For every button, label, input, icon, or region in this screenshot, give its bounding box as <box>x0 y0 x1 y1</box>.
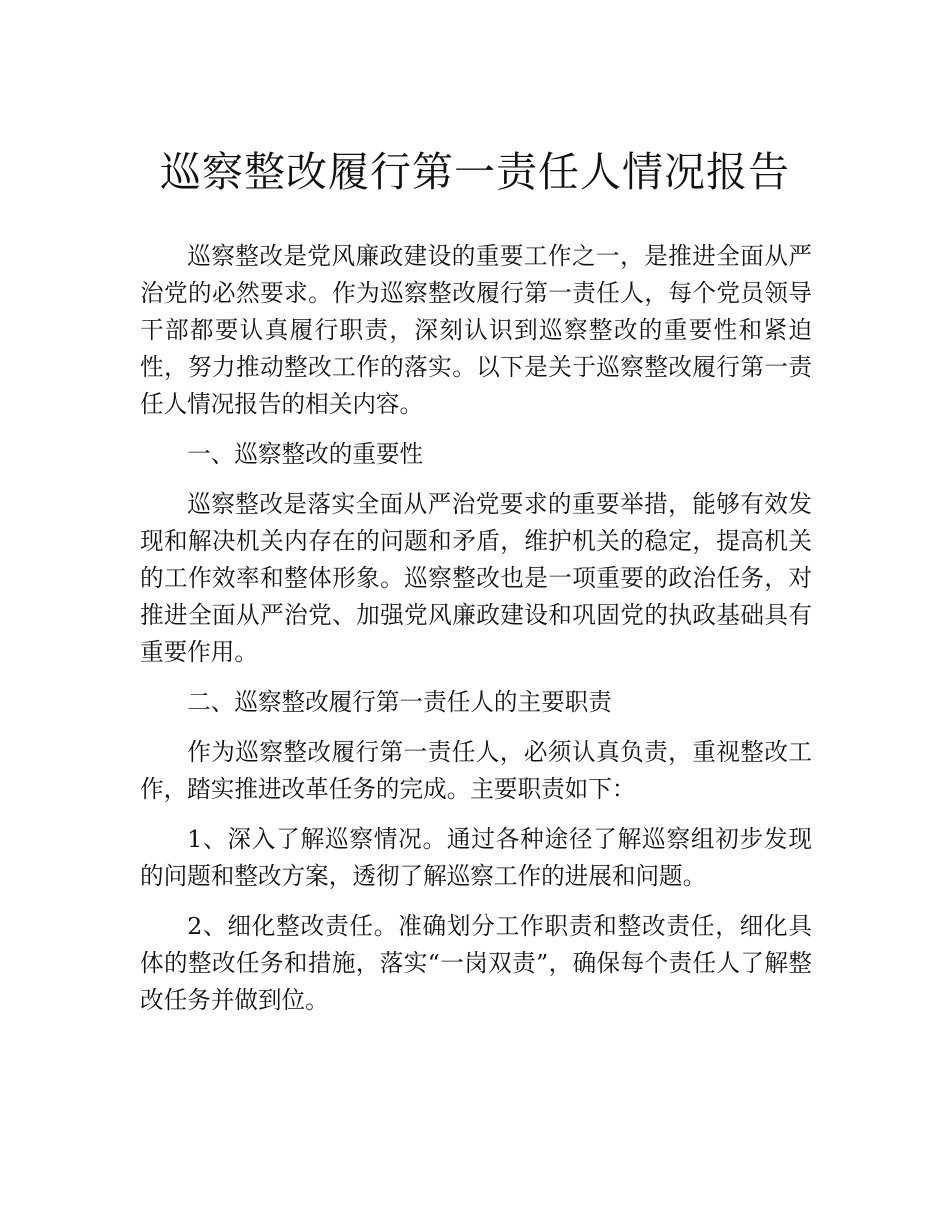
section-1-paragraph: 巡察整改是落实全面从严治党要求的重要举措，能够有效发现和解决机关内存在的问题和矛盾，维护机关的稳定，提高机关的工作效率和整体形象。巡察整改也是一项重要的政治任务，对推进全面从严治党、加强党风廉政建设和巩固党的执政基础具有重要作用。 <box>140 490 812 666</box>
document-body <box>140 238 812 1032</box>
section-heading-2: 二、巡察整改履行第一责任人的主要职责 <box>187 688 612 716</box>
section-2-intro-paragraph: 作为巡察整改履行第一责任人，必须认真负责，重视整改工作，踏实推进改革任务的完成。主要职责如下： <box>140 738 812 803</box>
duty-item-2: 2、细化整改责任。准确划分工作职责和整改责任，细化具体的整改任务和措施，落实“一岗双责”，确保每个责任人了解整改任务并做到位。 <box>140 912 812 1014</box>
document-title: 巡察整改履行第一责任人情况报告 <box>160 148 790 196</box>
duty-item-1: 1、深入了解巡察情况。通过各种途径了解巡察组初步发现的问题和整改方案，透彻了解巡察工作的进展和问题。 <box>140 825 812 890</box>
intro-paragraph: 巡察整改是党风廉政建设的重要工作之一，是推进全面从严治党的必然要求。作为巡察整改履行第一责任人，每个党员领导干部都要认真履行职责，深刻认识到巡察整改的重要性和紧迫性，努力推动整改工作的落实。以下是关于巡察整改履行第一责任人情况报告的相关内容。 <box>140 242 812 418</box>
section-heading-1: 一、巡察整改的重要性 <box>187 440 424 468</box>
